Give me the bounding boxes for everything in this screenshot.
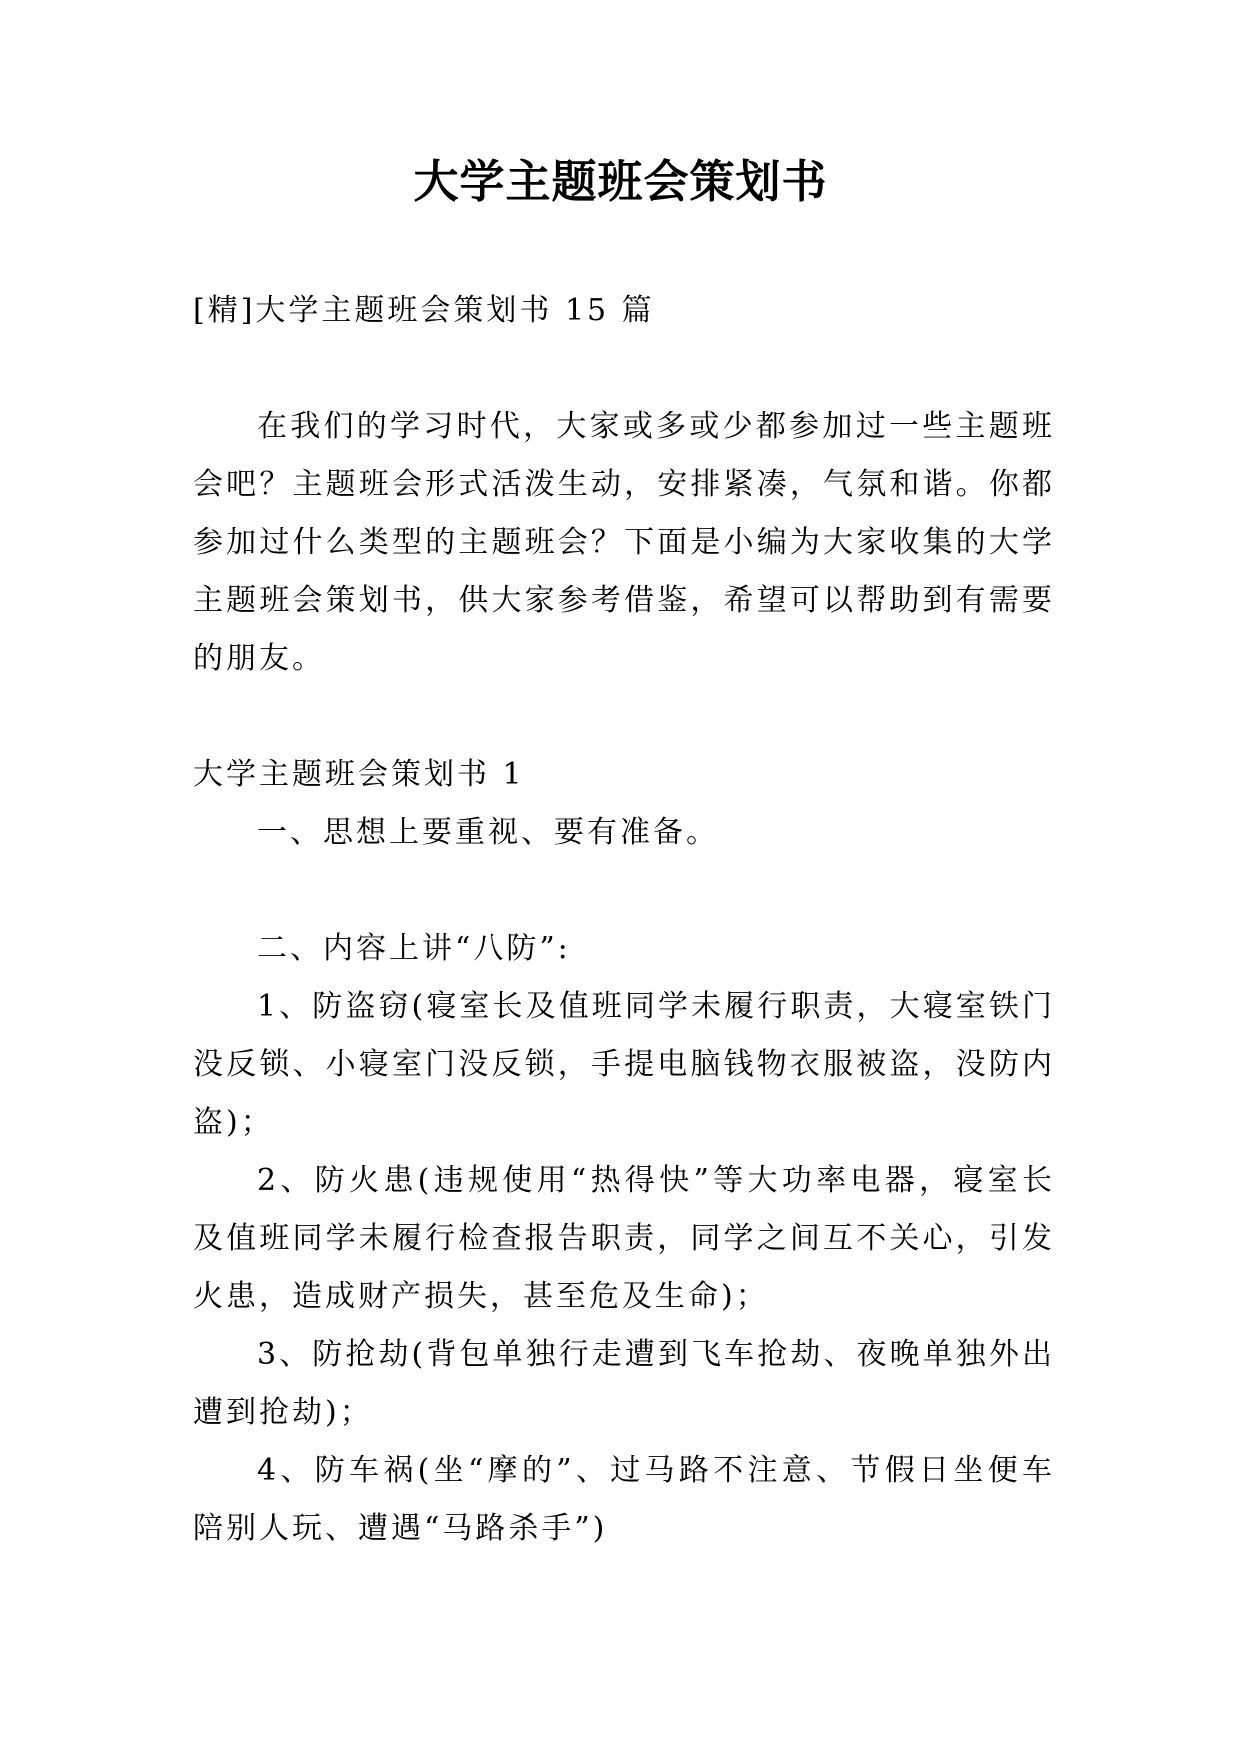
point-two: 二、内容上讲“八防”:	[257, 931, 571, 966]
list-item: 3、防抢劫(背包单独行走遭到飞车抢劫、夜晚单独外出遭到抢劫)；	[193, 1337, 1055, 1430]
list-item: 2、防火患(违规使用“热得快”等大功率电器，寝室长及值班同学未履行检查报告职责，同学之间互不关心，引发火患，造成财产损失，甚至危及生命)；	[193, 1163, 1055, 1314]
intro-paragraph: 在我们的学习时代，大家或多或少都参加过一些主题班会吧？主题班会形式活泼生动，安排紧凑，气氛和谐。你都参加过什么类型的主题班会？下面是小编为大家收集的大学主题班会策划书，供大家参考借鉴，希望可以帮助到有需要的朋友。	[193, 409, 1055, 676]
list-item: 4、防车祸(坐“摩的”、过马路不注意、节假日坐便车陪别人玩、遭遇“马路杀手”)	[193, 1453, 1055, 1546]
document-title: 大学主题班会策划书	[413, 155, 828, 208]
point-one: 一、思想上要重视、要有准备。	[257, 815, 719, 850]
document-subtitle: [精]大学主题班会策划书 15 篇	[193, 293, 655, 328]
list-item: 1、防盗窃(寝室长及值班同学未履行职责，大寝室铁门没反锁、小寝室门没反锁，手提电脑钱物衣服被盗，没防内盗)；	[193, 989, 1055, 1140]
section-heading: 大学主题班会策划书 1	[193, 757, 525, 792]
document-body	[193, 282, 1055, 1558]
